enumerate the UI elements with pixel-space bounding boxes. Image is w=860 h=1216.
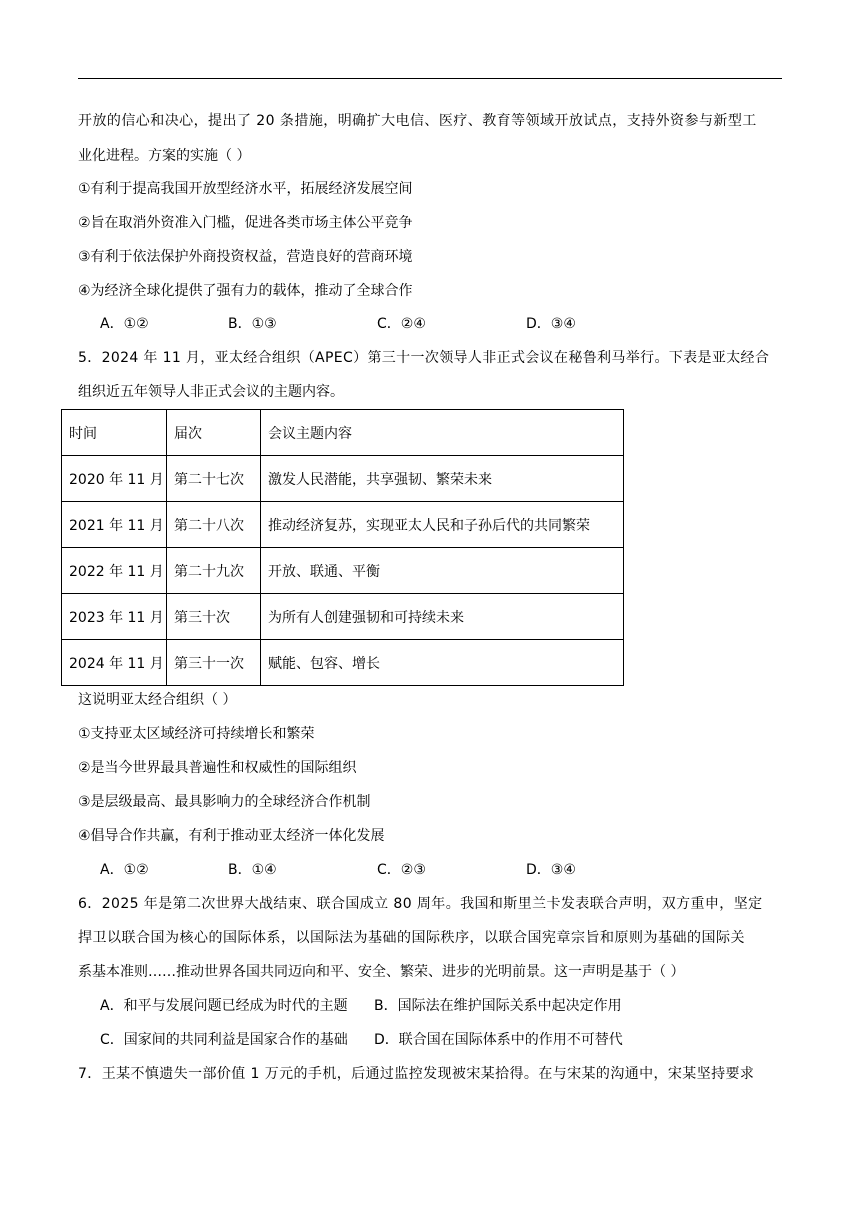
table-cell-session: 第二十七次: [167, 456, 261, 502]
q5-stem-line1: 5．2024 年 11 月，亚太经合组织（APEC）第三十一次领导人非正式会议在秘鲁利马举行。下表是亚太经合: [78, 350, 770, 366]
apec-themes-table: [61, 409, 624, 686]
table-cell-theme: 激发人民潜能，共享强韧、繁荣未来: [261, 456, 624, 502]
table-row: [62, 502, 624, 548]
table-cell-time: 2023 年 11 月: [62, 594, 167, 640]
q5-option-b[interactable]: B．①④: [228, 862, 277, 878]
table-cell-theme: 开放、联通、平衡: [261, 548, 624, 594]
q5-statement-2: ②是当今世界最具普遍性和权威性的国际组织: [78, 760, 357, 776]
table-cell-session: 第二十八次: [167, 502, 261, 548]
q4-option-c[interactable]: C．②④: [377, 316, 426, 332]
table-cell-theme: 赋能、包容、增长: [261, 640, 624, 686]
q5-option-d[interactable]: D．③④: [526, 862, 576, 878]
q5-statement-4: ④倡导合作共赢，有利于推动亚太经济一体化发展: [78, 828, 385, 844]
table-cell-time: 2020 年 11 月: [62, 456, 167, 502]
q4-statement-2: ②旨在取消外资准入门槛，促进各类市场主体公平竞争: [78, 215, 413, 231]
q5-statement-1: ①支持亚太区域经济可持续增长和繁荣: [78, 726, 315, 742]
table-header-session: 届次: [167, 410, 261, 456]
q6-stem-line1: 6．2025 年是第二次世界大战结束、联合国成立 80 周年。我国和斯里兰卡发表联合声明，双方重申，坚定: [78, 896, 763, 912]
table-cell-session: 第二十九次: [167, 548, 261, 594]
table-cell-time: 2021 年 11 月: [62, 502, 167, 548]
table-row: [62, 594, 624, 640]
table-row: [62, 548, 624, 594]
table-row: [62, 640, 624, 686]
q4-option-d[interactable]: D．③④: [526, 316, 576, 332]
table-header-row: [62, 410, 624, 456]
q5-statement-3: ③是层级最高、最具影响力的全球经济合作机制: [78, 794, 371, 810]
header-rule: [78, 78, 782, 79]
q6-option-d[interactable]: D．联合国在国际体系中的作用不可替代: [374, 1032, 623, 1048]
table-cell-session: 第三十一次: [167, 640, 261, 686]
q4-statement-1: ①有利于提高我国开放型经济水平，拓展经济发展空间: [78, 181, 413, 197]
q6-stem-line3: 系基本准则……推动世界各国共同迈向和平、安全、繁荣、进步的光明前景。这一声明是基于（ ）: [78, 964, 685, 980]
q4-statement-4: ④为经济全球化提供了强有力的载体，推动了全球合作: [78, 283, 413, 299]
q6-stem-line2: 捍卫以联合国为核心的国际体系，以国际法为基础的国际秩序，以联合国宪章宗旨和原则为基础的国际关: [78, 930, 745, 946]
q6-option-a[interactable]: A．和平与发展问题已经成为时代的主题: [100, 998, 348, 1014]
q5-stem-line2: 组织近五年领导人非正式会议的主题内容。: [78, 384, 344, 400]
q5-option-a[interactable]: A．①②: [100, 862, 149, 878]
q4-stem-line1: 开放的信心和决心，提出了 20 条措施，明确扩大电信、医疗、教育等领域开放试点，支持外资参与新型工: [78, 113, 757, 129]
q5-option-c[interactable]: C．②③: [377, 862, 426, 878]
table-header-time: 时间: [62, 410, 167, 456]
q4-statement-3: ③有利于依法保护外商投资权益，营造良好的营商环境: [78, 249, 413, 265]
table-cell-theme: 推动经济复苏，实现亚太人民和子孙后代的共同繁荣: [261, 502, 624, 548]
table-cell-time: 2022 年 11 月: [62, 548, 167, 594]
table-row: [62, 456, 624, 502]
table-cell-theme: 为所有人创建强韧和可持续未来: [261, 594, 624, 640]
table-cell-time: 2024 年 11 月: [62, 640, 167, 686]
table-cell-session: 第三十次: [167, 594, 261, 640]
q6-option-c[interactable]: C．国家间的共同利益是国家合作的基础: [100, 1032, 348, 1048]
q5-question: 这说明亚太经合组织（ ）: [78, 692, 237, 708]
q4-option-a[interactable]: A．①②: [100, 316, 149, 332]
q4-option-b[interactable]: B．①③: [228, 316, 277, 332]
q7-stem-line1: 7．王某不慎遗失一部价值 1 万元的手机，后通过监控发现被宋某拾得。在与宋某的沟通中，宋某坚持要求: [78, 1066, 755, 1082]
q6-option-b[interactable]: B．国际法在维护国际关系中起决定作用: [374, 998, 622, 1014]
q4-stem-line2: 业化进程。方案的实施（ ）: [78, 148, 251, 164]
table-header-theme: 会议主题内容: [261, 410, 624, 456]
